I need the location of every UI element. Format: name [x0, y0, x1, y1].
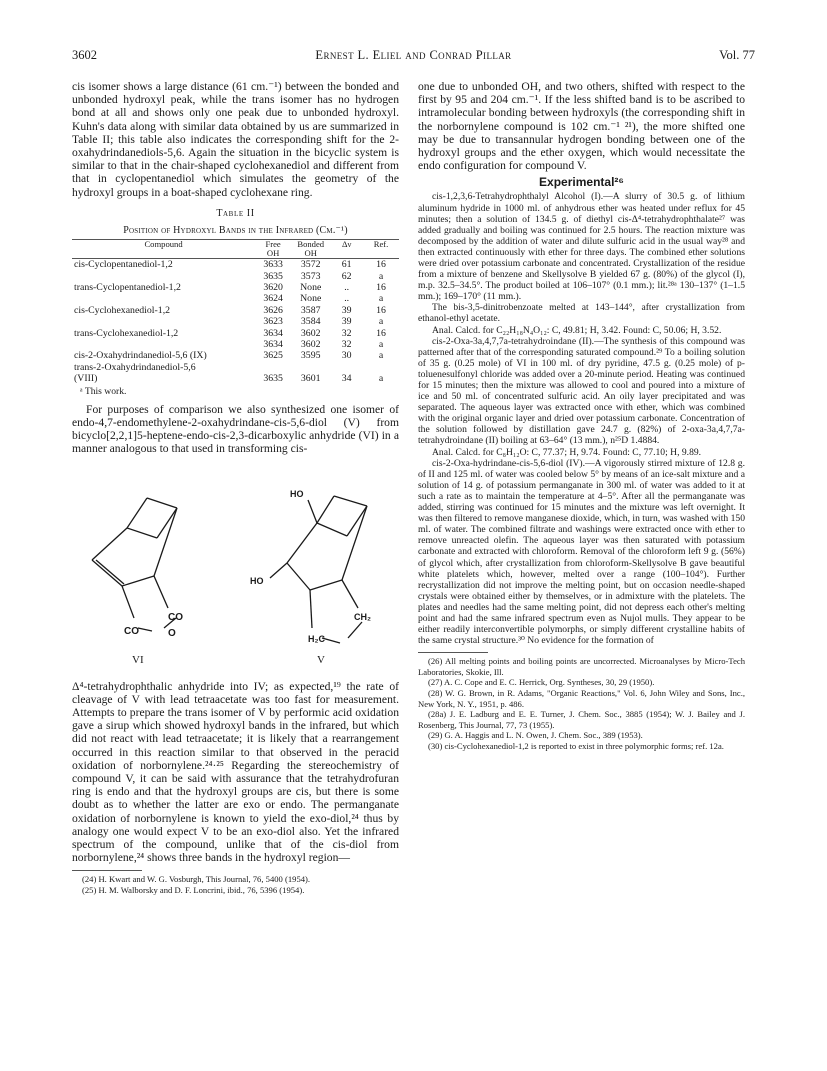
- table-row: [72, 305, 399, 316]
- footnote: (27) A. C. Cope and E. C. Herrick, Org. Syntheses, 30, 29 (1950).: [428, 677, 655, 688]
- cell-compound: (VIII): [74, 373, 98, 385]
- cell-compound: cis-2-Oxahydrindanediol-5,6 (IX): [74, 350, 207, 362]
- running-header: [72, 48, 755, 66]
- right-column: [418, 80, 745, 752]
- footnote: (25) H. M. Walborsky and D. F. Loncrini, ibid., 76, 5396 (1954).: [82, 884, 305, 895]
- atom-ho-upper: HO: [290, 488, 304, 499]
- th-ref: Ref.: [363, 239, 399, 258]
- cell-delta: ..: [344, 293, 350, 305]
- footnote: (29) G. A. Haggis and L. N. Owen, J. Chem. Soc., 389 (1953).: [428, 730, 643, 741]
- cell-delta: 39: [341, 304, 352, 316]
- cell-compound: trans-2-Oxahydrindanediol-5,6: [74, 361, 196, 373]
- cell-ref: a: [378, 293, 384, 305]
- experimental-paragraph: Anal. Calcd. for C₂₂H₁₈N₄O₁₂: C, 49.81; H, 3.42. Found: C, 50.06; H, 3.52.: [432, 324, 722, 336]
- cell-compound: [72, 293, 255, 304]
- cell-ref: a: [378, 270, 384, 282]
- table-caption: Position of Hydroxyl Bands in the Infrared (Cm.⁻¹): [123, 224, 348, 236]
- footnote-rule-right: [418, 652, 488, 653]
- cell-bonded: [291, 362, 330, 373]
- table-row: [72, 362, 399, 373]
- cell-free: 3624: [263, 293, 283, 305]
- cell-bonded: 3601: [300, 373, 321, 385]
- experimental-body: [418, 191, 745, 646]
- cell-delta: 32: [341, 327, 352, 339]
- cell-free: 3635: [263, 373, 283, 385]
- cell-free: 3623: [263, 316, 283, 328]
- footnote-rule-left: [72, 870, 142, 871]
- table-row: [72, 282, 399, 293]
- cell-delta: 30: [341, 350, 352, 362]
- experimental-paragraph: cis-2-Oxa-3a,4,7,7a-tetrahydroindane (II).—The synthesis of this compound was patterned after that of the corresponding saturated compound.²⁹ To a boiling solution of 35 g. (0.25 mole) of VI in 100 ml. of dry pyridine, 47.5 g. (0.25 mole) of p-toluenesulfonyl chloride was added over a 20-minute period. Heating was continued for 15 minutes; then the mixture was allowed to cool and poured into a mixture of ice and 50 ml. of concentrated sulfuric acid. An oily layer precipitated and was separated. The aqueous layer was extracted once with ether, which was combined with the original organic layer and dried over potassium carbonate. Concentration of the solution followed by distillation gave 24.7 g. (82%) of 2-oxa-3a,4,7,7a-tetrahydroindane (II) boiling at 63–64° (13 mm.), n²⁵D 1.4884.: [418, 335, 745, 447]
- table-row: [72, 328, 399, 339]
- cell-compound: trans-Cyclopentanediol-1,2: [74, 282, 181, 294]
- table-title: Table II: [216, 207, 255, 219]
- cell-bonded: None: [300, 282, 322, 294]
- label-vi: VI: [132, 653, 144, 666]
- cell-ref: 16: [376, 259, 386, 271]
- experimental-paragraph: cis-1,2,3,6-Tetrahydrophthalyl Alcohol (I).—A slurry of 30.5 g. of lithium aluminum hydride in 1000 ml. of anhydrous ether was heated under reflux for 45 minutes; then a solution of 134.5 g. of diethyl cis-Δ⁴-tetrahydrophthalate²⁷ was added gradually and boiling was continued for 2.5 hours. The reaction mixture was decomposed by the addition of water and dilute sulfuric acid in the usual way²⁸ and then extracted continuously with ether for three days. The combined ether solutions were dried over potassium carbonate and concentrated. Crystallization of the residue from a mixture of benzene and Skellysolve B yielded 67 g. (80%) of the glycol (I), m.p. 32.5–34.5°. The product boiled at 106–107° (0.1 mm.); lit.²⁸ᵃ 130–137° (1–1.5 mm.); 169–170° (11 mm.).: [418, 191, 745, 303]
- right-paragraph-1: one due to unbonded OH, and two others, shifted with respect to the first by 95 and 204 cm.⁻¹. If the less shifted band is to be ascribed to intramolecular bonding between hydroxyls (the corresponding shift in the norbornylene compound is 102 cm.⁻¹ ²¹), the more shifted one may be due to transannular hydrogen bonding between one of the hydroxyl groups and the ether oxygen, which would necessitate the endo configuration for compound V.: [418, 80, 745, 173]
- cell-free: 3620: [263, 282, 283, 294]
- cell-delta: 34: [341, 373, 352, 385]
- cell-ref: a: [378, 373, 384, 385]
- header-authors: Ernest L. Eliel and Conrad Pillar: [315, 48, 512, 62]
- footnote: (30) cis-Cyclohexanediol-1,2 is reported to exist in three polymorphic forms; ref. 12a.: [428, 741, 724, 752]
- cell-delta: 62: [341, 270, 352, 282]
- table-row: [72, 350, 399, 361]
- left-column: [72, 80, 399, 896]
- cell-compound: trans-Cyclohexanediol-1,2: [74, 327, 179, 339]
- left-footnotes: [72, 874, 399, 895]
- cell-ref: 16: [376, 282, 386, 294]
- right-footnotes: [418, 656, 745, 751]
- cell-free: 3633: [263, 259, 283, 271]
- cell-ref: [363, 362, 399, 373]
- footnote: (24) H. Kwart and W. G. Vosburgh, This Journal, 76, 5400 (1954).: [82, 874, 311, 885]
- cell-bonded: 3584: [300, 316, 321, 328]
- cell-free: 3634: [263, 339, 283, 351]
- table-row: [72, 339, 399, 350]
- cell-free: [255, 362, 291, 373]
- cell-ref: a: [378, 339, 384, 351]
- cell-free: 3626: [263, 304, 283, 316]
- th-compound: Compound: [72, 239, 255, 258]
- cell-ref: 16: [376, 327, 386, 339]
- cell-delta: [330, 362, 363, 373]
- atom-o: O: [168, 627, 176, 639]
- cell-ref: 16: [376, 304, 386, 316]
- table-row: [72, 293, 399, 304]
- atom-ho-lower: HO: [250, 575, 264, 586]
- hydroxyl-bands-table: [72, 239, 399, 385]
- atom-ch2: CH₂: [354, 611, 371, 622]
- cell-compound: [72, 316, 255, 327]
- cell-compound: [72, 271, 255, 282]
- th-delta: Δν: [330, 239, 363, 258]
- left-paragraph-1: cis isomer shows a large distance (61 cm.⁻¹) between the bonded and unbonded hydroxyl peak, while the trans isomer has no hydrogen bond at all and shows only one peak due to unbonded hydroxyl. Kuhn's data along with similar data obtained by us are summarized in Table II; this table also indicates the corresponding shift for the 2-oxahydrindanediols-5,6. Again the situation in the bicyclic system is similar to that in the chair-shaped cyclohexanediol and different from that in cyclopentanediol which simulates the geometry of the hydroxyl groups in a boat-shaped cyclohexane ring.: [72, 80, 399, 199]
- table-row: [72, 373, 399, 384]
- cell-bonded: 3602: [300, 339, 321, 351]
- cell-delta: 61: [341, 259, 352, 271]
- cell-delta: ..: [344, 282, 350, 294]
- structure-figures: [72, 468, 399, 680]
- table-footnote: ᵃ This work.: [80, 385, 127, 397]
- cell-delta: 32: [341, 339, 352, 351]
- footnote: (28a) J. E. Ladburg and E. E. Turner, J. Chem. Soc., 3885 (1954); W. J. Bailey and J. Rosenberg, This Journal, 77, 73 (1955).: [418, 709, 745, 730]
- atom-co-lower: CO: [124, 625, 139, 637]
- experimental-paragraph: cis-2-Oxa-hydrindane-cis-5,6-diol (IV).—A vigorously stirred mixture of 12.8 g. of II and 125 ml. of water was cooled below 5° by means of an ice-salt mixture and a solution of 14 g. of potassium permanganate in 300 ml. of water was added to it at such a rate as to maintain the temperature at 4–5°. After all the permanganate was added, stirring was continued for 15 minutes and the mixture was left overnight. It was then filtered to remove manganese dioxide, which, in turn, was washed with 150 ml. of water. The combined filtrate and washings were extracted once with ether to remove unreacted olefin. The aqueous layer was then saturated with potassium carbonate and extracted with chloroform. Removal of the chloroform left 9 g. (56%) of glycol which, after crystallization from chloroform-Skellysolve B gave beautiful white platelets which, however, melted over a range (100–104°). Further recrystallization did not improve the melting point, but on occasion needle-shaped crystals were obtained either by themselves, or in admixture with the platelets. The plates and needles had the same melting point, did not depress each other's melting point and had the same infrared spectrum even as Nujol mulls. They appear to be either readily interconvertible polymorphs, or simply different crystalline habits of the same crystal structure.³⁰ No evidence for the formation of: [418, 457, 745, 647]
- cell-bonded: 3595: [300, 350, 321, 362]
- cell-compound: cis-Cyclopentanediol-1,2: [74, 259, 173, 271]
- left-paragraph-2: For purposes of comparison we also synthesized one isomer of endo-4,7-endomethylene-2-oxahydrindane-cis-5,6-diol (V) from bicyclo[2,2,1]5-heptene-endo-cis-2,3-dicarboxylic anhydride (VI) in a manner analogous to that used in transforming cis-: [72, 402, 399, 456]
- cell-compound: cis-Cyclohexanediol-1,2: [74, 304, 171, 316]
- th-free-oh: Free OH: [255, 239, 291, 258]
- page-number: 3602: [72, 48, 97, 62]
- cell-free: 3625: [263, 350, 283, 362]
- cell-bonded: 3573: [300, 270, 321, 282]
- cell-bonded: 3602: [300, 327, 321, 339]
- cell-bonded: 3587: [300, 304, 321, 316]
- header-volume: Vol. 77: [719, 48, 755, 62]
- cell-free: 3635: [263, 270, 283, 282]
- table-row: [72, 259, 399, 271]
- experimental-heading: Experimental²⁶: [539, 175, 624, 190]
- cell-delta: 39: [341, 316, 352, 328]
- experimental-paragraph: The bis-3,5-dinitrobenzoate melted at 143–144°, after crystallization from ethanol-ethyl acetate.: [418, 302, 745, 325]
- table-row: [72, 271, 399, 282]
- footnote: (26) All melting points and boiling points are uncorrected. Microanalyses by Micro-Tech Laboratories, Skokie, Ill.: [418, 656, 745, 677]
- footnote: (28) W. G. Brown, in R. Adams, "Organic Reactions," Vol. 6, John Wiley and Sons, Inc., New York, N. Y., 1951, p. 486.: [418, 688, 745, 709]
- atom-h2c: H₂C: [308, 633, 325, 644]
- cell-ref: a: [378, 316, 384, 328]
- experimental-paragraph: Anal. Calcd. for C₈H₁₂O: C, 77.37; H, 9.74. Found: C, 77.10; H, 9.89.: [432, 446, 702, 458]
- cell-bonded: None: [300, 293, 322, 305]
- structure-drawings: [72, 468, 399, 680]
- table-row: [72, 316, 399, 327]
- th-bonded-oh: Bonded OH: [291, 239, 330, 258]
- atom-co-upper: CO: [168, 611, 183, 623]
- table-body: [72, 259, 399, 385]
- left-paragraph-3: Δ⁴-tetrahydrophthalic anhydride into IV; as expected,¹⁹ the rate of cleavage of V with lead tetraacetate was too fast for measurement. Attempts to prepare the trans isomer of V by performic acid oxidation gave a sirup which showed hydroxyl bands in the infrared, but which did not react with lead tetraacetate; it is likely that a rearrangement occurred in this reaction similar to that observed in the peracid oxidation of norbornylene.²⁴·²⁵ Regarding the stereochemistry of compound V, it can be said with assurance that the tetrahydrofuran ring is endo and that the hydroxyl groups are cis, but there is some doubt as to whether the latter are exo or endo. The permanganate oxidation of norbornylene is known to yield the exo-diol,²⁴ thus by analogy one would expect V to be an exo-diol also. Yet the infrared spectrum of the compound, unlike that of the cis-diol from norbornylene,²⁴ shows three bands in the hydroxyl region—: [72, 679, 399, 865]
- cell-bonded: 3572: [300, 259, 321, 271]
- cell-ref: a: [378, 350, 384, 362]
- cell-free: 3634: [263, 327, 283, 339]
- cell-compound: [72, 339, 255, 350]
- label-v: V: [317, 653, 325, 666]
